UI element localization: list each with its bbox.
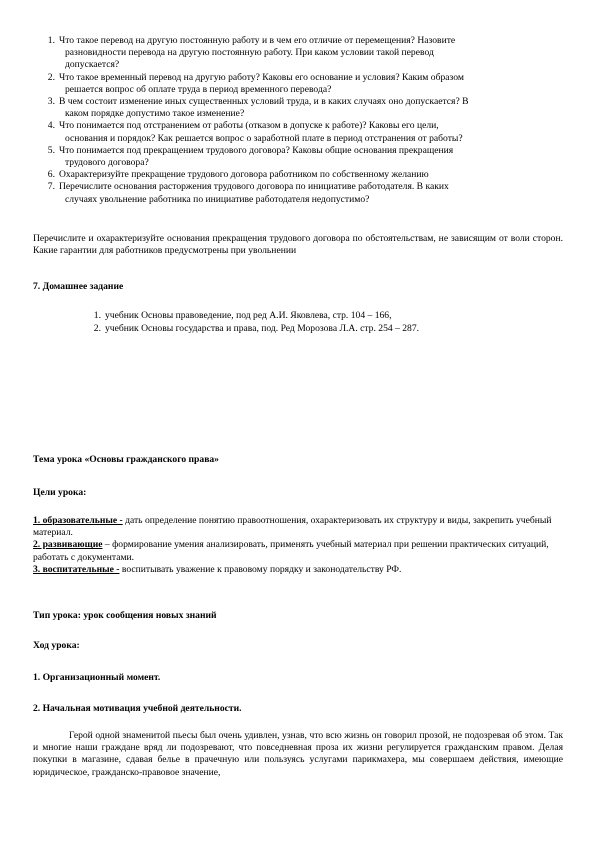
question-item: [33, 145, 563, 169]
goal-label: 1. образовательные -: [33, 515, 123, 526]
story-paragraph: [33, 730, 563, 779]
question-text: [59, 96, 563, 120]
question-line: допускается?: [65, 59, 120, 71]
question-text: [59, 72, 563, 96]
homework-item-number: 2.: [93, 323, 101, 335]
question-item: [33, 120, 563, 144]
question-line: Что понимается под отстранением от работы (отказом в допуске к работе)? Каковы его цели,: [59, 120, 439, 132]
homework-item-text: учебник Основы государства и права, под. Ред Морозова Л.А. стр. 254 – 287.: [105, 323, 420, 335]
goal-item: [33, 564, 563, 576]
question-line: Что такое временный перевод на другую работу? Каковы его основание и условия? Каким образом: [59, 71, 464, 83]
question-line: Перечислите основания расторжения трудового договора по инициативе работодателя. В каких: [59, 181, 449, 193]
goals-heading: Цели урока:: [33, 487, 87, 498]
homework-item: [85, 323, 555, 335]
goal-text: – формирование умения анализировать, применять учебный материал при решении практических ситуаций, работать с документами.: [33, 539, 549, 563]
question-text: [59, 145, 563, 169]
goal-text: дать определение понятию правоотношения, охарактеризовать их структуру и виды, закрепить учебный материал.: [33, 515, 552, 539]
lesson-step-2: 2. Начальная мотивация учебной деятельности.: [33, 703, 242, 714]
question-line: Что понимается под прекращением трудового договора? Каковы общие основания прекращения: [59, 144, 454, 156]
question-line: Что такое перевод на другую постоянную работу и в чем его отличие от перемещения? Назовите: [59, 35, 456, 46]
question-item: [33, 72, 563, 96]
homework-heading: 7. Домашнее задание: [33, 281, 124, 292]
question-text: [59, 169, 563, 181]
question-line: трудового договора?: [65, 157, 149, 169]
goal-label: 2. развивающие: [33, 539, 103, 551]
question-number: 6.: [47, 169, 55, 181]
question-line: В чем состоит изменение иных существенных условий труда, и в каких случаях оно допускается? В: [59, 96, 469, 108]
tail-paragraph: Перечислите и охарактеризуйте основания прекращения трудового договора по обстоятельствам, не зависящим от воли сторон. Какие гарантии для работников предусмотрены при увольнении: [33, 233, 563, 257]
question-item: [33, 169, 563, 181]
question-line: каком порядке допустимо такое изменение?: [65, 108, 245, 120]
question-text: [59, 35, 563, 72]
question-text: [59, 181, 563, 205]
story-text: Герой одной знаменитой пьесы был очень удивлен, узнав, что всю жизнь он говорил прозой, не подозревая об этом. Так и многие наши граждане вряд ли подозревают, что повседневная проза их жизни регулируется гражданским правом. Делая покупки в магазине, сдавая белье в прачечную или пользуясь услугами парикмахера, мы совершаем действия, имеющие юридическое, гражданско-правовое значение,: [33, 730, 563, 778]
goal-text: воспитывать уважение к правовому порядку и законодательству РФ.: [119, 563, 402, 575]
question-number: 1.: [47, 35, 55, 46]
homework-item: [85, 310, 555, 322]
homework-item-text: учебник Основы правоведение, под ред А.И. Яковлева, стр. 104 – 166,: [105, 310, 392, 321]
question-line: Охарактеризуйте прекращение трудового договора работником по собственному желанию: [59, 169, 429, 181]
goal-label: 3. воспитательные -: [33, 563, 120, 575]
question-number: 3.: [47, 96, 55, 108]
question-text: [59, 120, 563, 144]
lesson-step-1: 1. Организационный момент.: [33, 672, 161, 683]
story-indent: [33, 730, 69, 741]
question-item: [33, 181, 563, 205]
lesson-course-heading: Ход урока:: [33, 640, 80, 651]
lesson-title: Тема урока «Основы гражданского права»: [33, 454, 219, 465]
question-line: случаях увольнение работника по инициативе работодателя недопустимо?: [65, 193, 370, 205]
goal-item: [33, 515, 563, 539]
question-number: 5.: [47, 144, 55, 156]
question-item: [33, 35, 563, 72]
question-line: разновидности перевода на другую постоянную работу. При каком условии такой перевод: [65, 47, 434, 59]
question-number: 2.: [47, 71, 55, 83]
question-number: 7.: [47, 181, 55, 193]
homework-list: [85, 310, 555, 336]
question-number: 4.: [47, 120, 55, 132]
question-line: решается вопрос об оплате труда в период временного перевода?: [65, 83, 332, 95]
lesson-type: Тип урока: урок сообщения новых знаний: [33, 610, 217, 621]
question-line: основания и порядок? Как решается вопрос о заработной плате в период отстранения от работы?: [65, 132, 463, 144]
goal-item: [33, 539, 563, 563]
question-item: [33, 96, 563, 120]
goals-list: [33, 515, 563, 576]
question-list: [33, 35, 563, 206]
homework-item-number: 1.: [93, 310, 101, 321]
